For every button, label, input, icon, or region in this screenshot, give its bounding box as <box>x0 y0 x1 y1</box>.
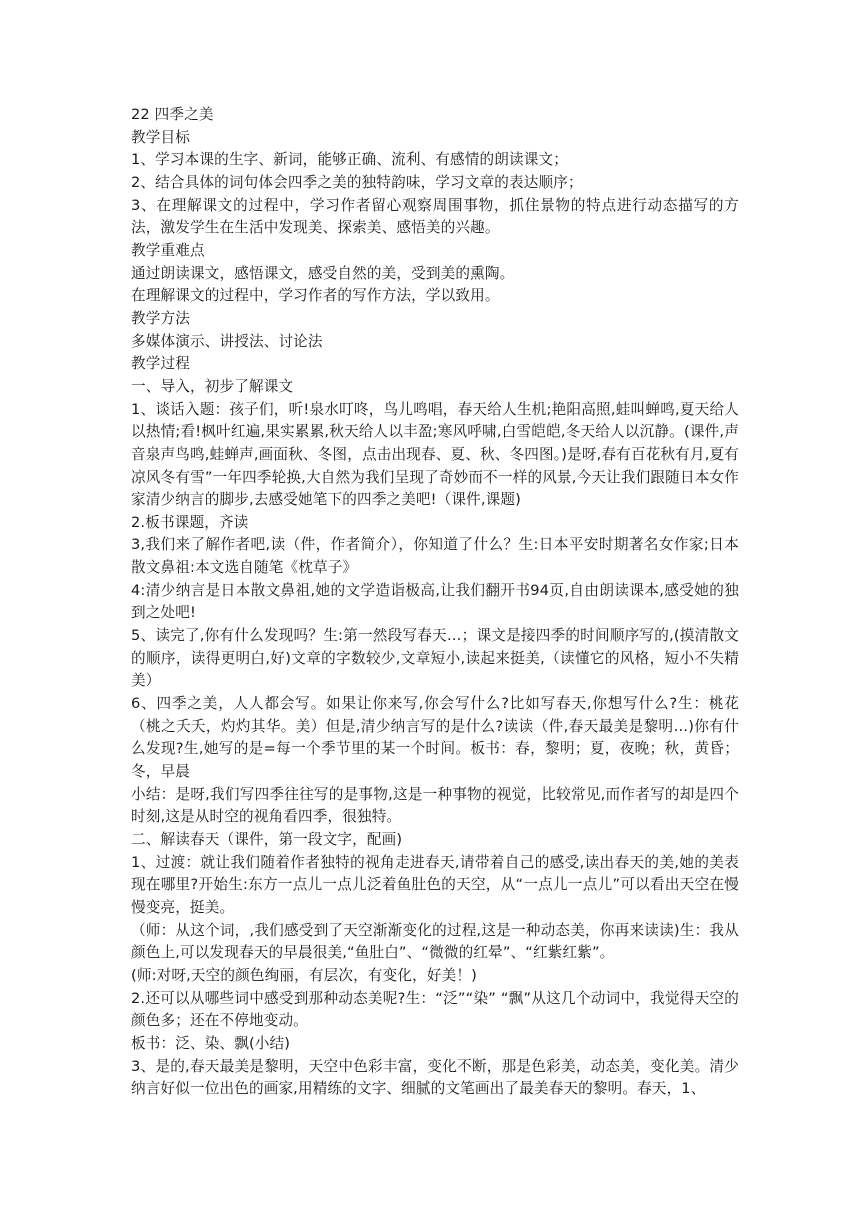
paragraph: 3,我们来了解作者吧,读（件，作者简介），你知道了什么？生:日本平安时期著名女作家;日本散文鼻祖:本文选自随笔《枕草子》 <box>131 536 739 577</box>
key-point-2: 在理解课文的过程中，学习作者的写作方法，学以致用。 <box>131 287 500 305</box>
paragraph: 2.还可以从哪些词中感受到那种动态美呢?生：“泛”“染” “飘”从这几个动词中，我觉得天空的颜色多；还在不停地变动。 <box>131 989 739 1030</box>
section-heading-objectives: 教学目标 <box>131 128 190 146</box>
paragraph: 2.板书课题，齐读 <box>131 513 249 531</box>
summary-paragraph: 小结：是呀,我们写四季往往写的是事物,这是一种事物的视觉，比较常见,而作者写的却是四个时刻,这是从时空的视角看四季，很独特。 <box>131 785 739 826</box>
paragraph: 6、四季之美，人人都会写。如果让你来写,你会写什么?比如写春天,你想写什么?生：桃花（桃之夭夭，灼灼其华。美）但是,清少纳言写的是什么?读读（件,春天最美是黎明…)你有什么发现?生,她写的是=每一个季节里的某一个时间。板书：春，黎明；夏，夜晚；秋，黄昏；冬，早晨 <box>131 695 739 781</box>
methods-text: 多媒体演示、讲授法、讨论法 <box>131 332 323 350</box>
paragraph: 1、谈话入题：孩子们，听!泉水叮咚，鸟儿鸣唱，春天给人生机;艳阳高照,蛙叫蝉鸣,夏天给人以热情;看!枫叶红遍,果实累累,秋天给人以丰盈;寒风呼啸,白雪皑皑,冬天给人以沉静。(课件,声音泉声鸟鸣,蛙蝉声,画面秋、冬图，点击出现春、夏、秋、冬四图。)是呀,春有百花秋有月,夏有凉风冬有雪”一年四季轮换,大自然为我们呈现了奇妙而不一样的风景,今天让我们跟随日本女作家清少纳言的脚步,去感受她笔下的四季之美吧!（课件,课题) <box>131 400 739 509</box>
objective-item-1: 1、学习本课的生字、新词，能够正确、流利、有感情的朗读课文； <box>131 151 569 169</box>
paragraph: (师:对呀,天空的颜色绚丽，有层次，有变化，好美！) <box>131 966 477 984</box>
process-part-2-heading: 二、解读春天（课件，第一段文字，配画) <box>131 831 403 848</box>
section-heading-methods: 教学方法 <box>131 309 190 327</box>
blackboard-note: 板书：泛、染、飘(小结) <box>131 1034 291 1052</box>
section-heading-process: 教学过程 <box>131 355 190 373</box>
key-point-1: 通过朗读课文，感悟课文，感受自然的美，受到美的熏陶。 <box>131 264 515 282</box>
process-part-1-heading: 一、导入，初步了解课文 <box>131 377 294 395</box>
objective-item-2: 2、结合具体的词句体会四季之美的独特韵味，学习文章的表达顺序； <box>131 173 583 191</box>
document-body <box>131 104 739 1101</box>
paragraph: 3、是的,春天最美是黎明，天空中色彩丰富，变化不断，那是色彩美，动态美，变化美。清少纳言好似一位出色的画家,用精练的文字、细腻的文笔画出了最美春天的黎明。春天，1、 <box>131 1057 739 1098</box>
paragraph: 5、读完了,你有什么发现吗？生:第一然段写春天…；课文是接四季的时间顺序写的,(摸清散文的顺序，读得更明白,好)文章的字数较少,文章短小,读起来挺美,（读懂它的风格，短小不失精美） <box>131 627 739 690</box>
paragraph: 1、过渡：就让我们随着作者独特的视角走进春天,请带着自己的感受,读出春天的美,她的美表现在哪里?开始生:东方一点儿一点儿泛着鱼肚色的天空，从“一点儿一点儿”可以看出天空在慢慢变亮，挺美。 <box>131 853 739 916</box>
lesson-title: 22 四季之美 <box>131 106 214 123</box>
objective-item-3: 3、在理解课文的过程中，学习作者留心观察周围事物，抓住景物的特点进行动态描写的方法，激发学生在生活中发现美、探索美、感悟美的兴趣。 <box>131 196 739 237</box>
section-heading-key-points: 教学重难点 <box>131 241 205 259</box>
paragraph: 4:清少纳言是日本散文鼻祖,她的文学造诣极高,让我们翻开书94页,自由朗读课本,感受她的独到之处吧! <box>131 581 739 622</box>
paragraph: （师：从这个词，,我们感受到了天空渐渐变化的过程,这是一种动态美，你再来读读)生：我从颜色上,可以发现春天的早晨很美,“鱼肚白”、“微微的红晕”、“红紫红紫”。 <box>131 921 739 962</box>
